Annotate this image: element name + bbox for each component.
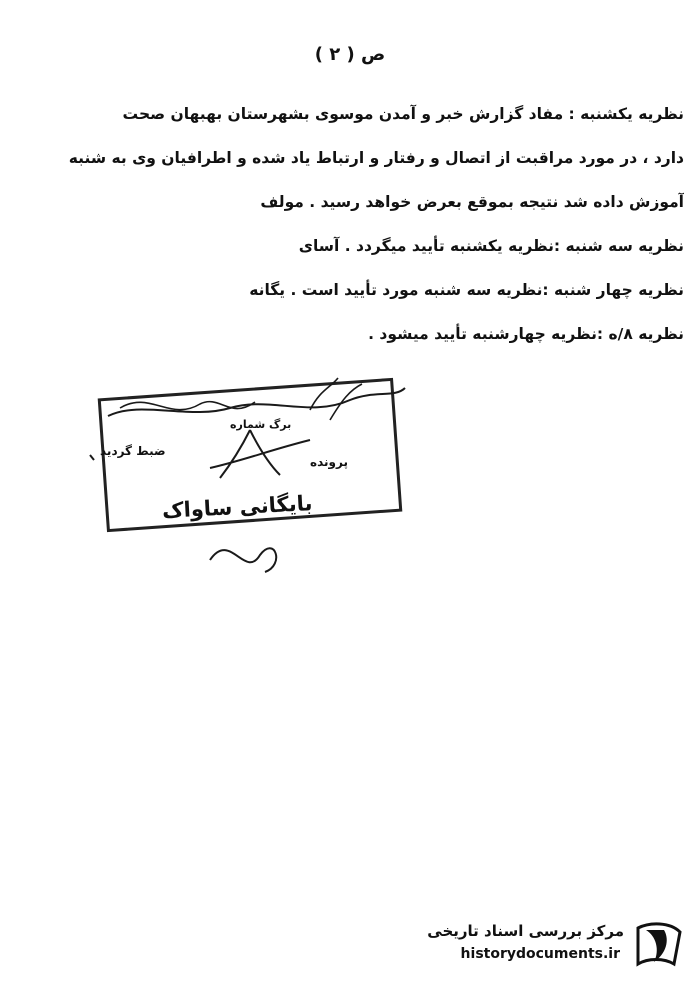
body-line: دارد ، در مورد مراقبت از اتصال و رفتار و ارتباط یاد شده و اطرافیان وی به شنبه: [68, 149, 684, 167]
body-line: آموزش داده شد نتیجه بموقع بعرض خواهد رسید . مولف: [260, 193, 684, 211]
document-body: [12, 92, 684, 356]
page-number: ص ( ۲ ): [314, 44, 386, 65]
stamp-sheet-number: برگ شماره: [230, 418, 292, 431]
body-line: نظریه یکشنبه : مفاد گزارش خبر و آمدن موسوی بشهرستان بهبهان صحت: [122, 105, 684, 123]
stamp-filed: ضبط گردید: [100, 444, 166, 458]
footer-website: historydocuments.ir: [460, 946, 620, 962]
body-line: نظریه چهار شنبه :نظریه سه شنبه مورد تأیید است . یگانه: [249, 281, 684, 299]
body-line: نظریه سه شنبه :نظریه یکشنبه تأیید میگردد . آسای: [298, 237, 684, 255]
stamp-file: پرونده: [310, 455, 348, 469]
logo-icon: [630, 918, 684, 972]
handwritten-signature: [80, 360, 410, 590]
footer-watermark: [390, 918, 690, 978]
footer-org-name: مرکز بررسی اسناد تاریخی: [427, 922, 624, 940]
body-line: نظریه ۸/ه :نظریه چهارشنبه تأیید میشود .: [368, 325, 684, 343]
stamp-title: بایگانی ساواک: [161, 491, 314, 523]
archive-stamp: [80, 360, 410, 590]
